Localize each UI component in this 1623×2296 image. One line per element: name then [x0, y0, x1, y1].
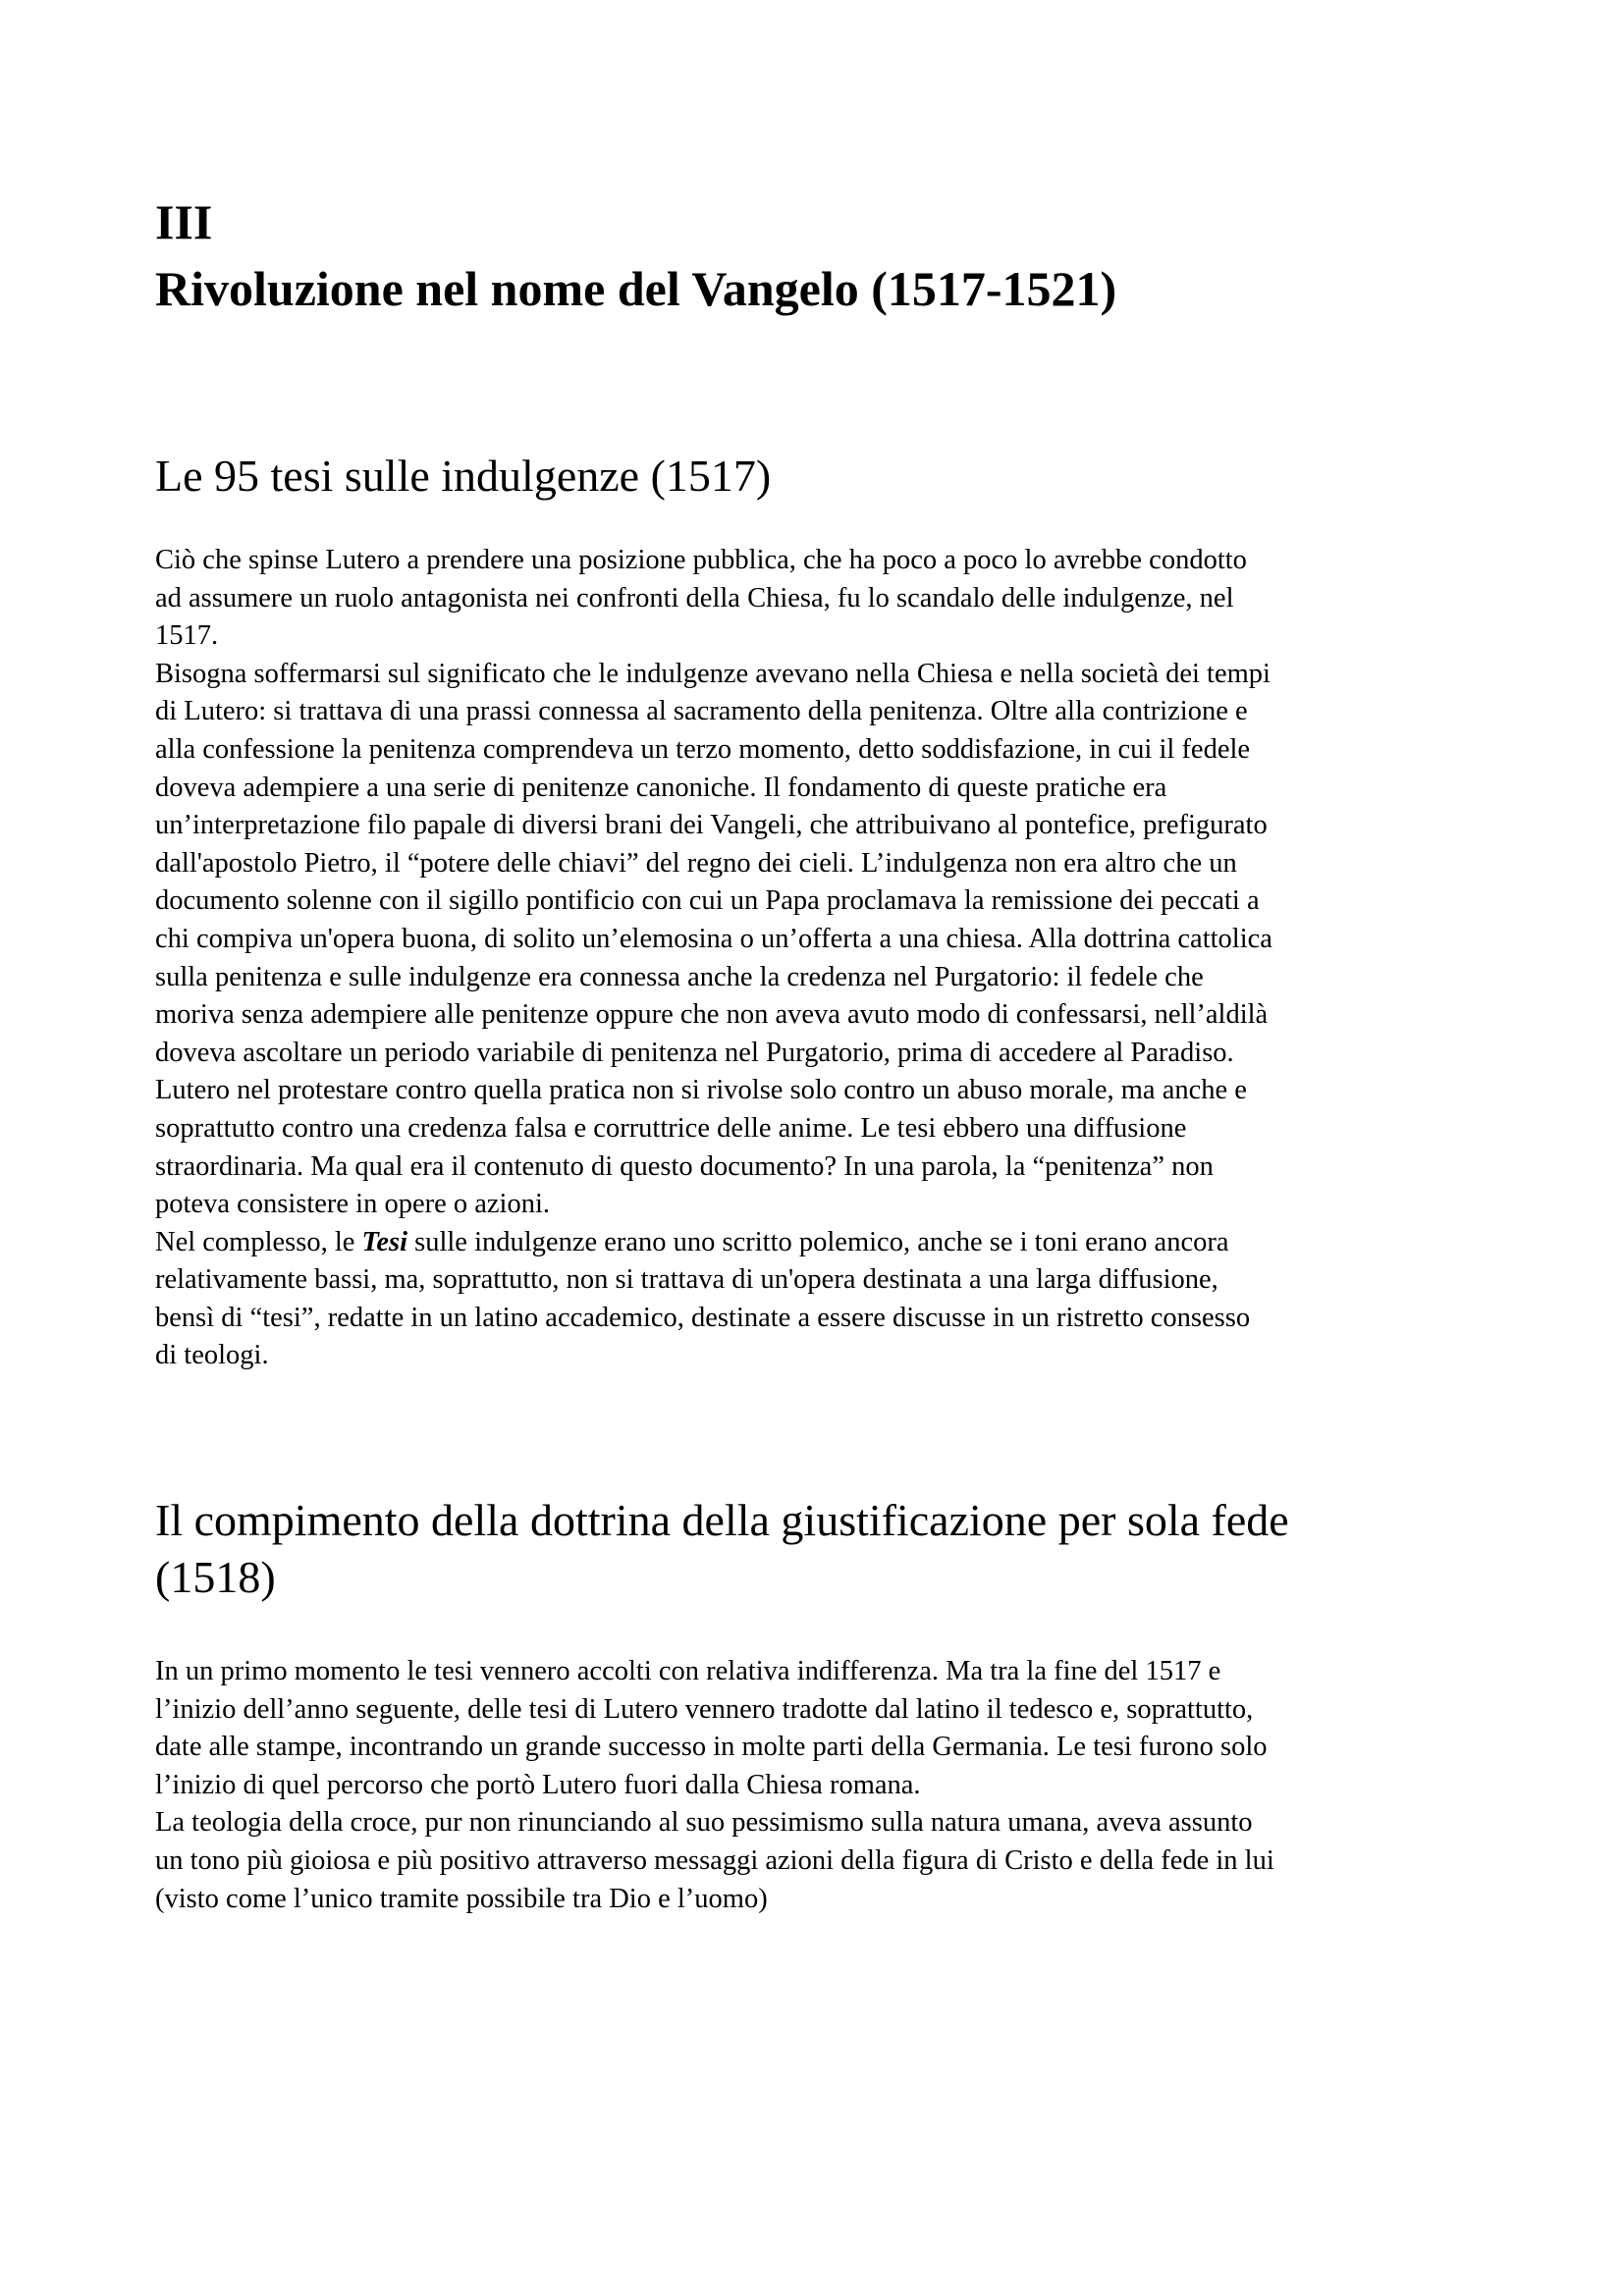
paragraph	[155, 542, 1471, 656]
chapter-title: Rivoluzione nel nome del Vangelo (1517-1521)	[155, 261, 1117, 316]
text-line: 1517.	[155, 620, 219, 652]
text-line	[155, 1224, 1471, 1262]
text-line: l’inizio di quel percorso che portò Lutero fuori dalla Chiesa romana.	[155, 1769, 921, 1800]
text-line: bensì di “tesi”, redatte in un latino accademico, destinate a essere discusse in un ristretto consesso	[155, 1302, 1251, 1333]
text-line: In un primo momento le tesi vennero accolti con relativa indifferenza. Ma tra la fine del 1517 e	[155, 1656, 1221, 1686]
tesi-emphasis: Tesi	[361, 1226, 407, 1257]
text-line: relativamente bassi, ma, soprattutto, non si trattava di un'opera destinata a una larga diffusione,	[155, 1264, 1218, 1296]
text-line: Lutero nel protestare contro quella pratica non si rivolse solo contro un abuso morale, ma anche e	[155, 1075, 1247, 1106]
text-line: La teologia della croce, pur non rinunciando al suo pessimismo sulla natura umana, aveva assunto	[155, 1807, 1253, 1839]
section-body-giustificazione	[155, 1653, 1471, 1918]
text-line: di teologi.	[155, 1340, 269, 1371]
text-line: Bisogna soffermarsi sul significato che le indulgenze avevano nella Chiesa e nella società dei tempi	[155, 658, 1271, 689]
section-heading-giustificazione	[155, 1492, 1471, 1606]
paragraph	[155, 656, 1471, 1224]
text-line: alla confessione la penitenza comprendeva un terzo momento, detto soddisfazione, in cui il fedele	[155, 733, 1251, 765]
paragraph	[155, 1804, 1471, 1918]
text-line: moriva senza adempiere alle penitenze oppure che non aveva avuto modo di confessarsi, nell’aldilà	[155, 999, 1269, 1031]
text-line: sulla penitenza e sulle indulgenze era connessa anche la credenza nel Purgatorio: il fedele che	[155, 961, 1204, 992]
text-line: doveva adempiere a una serie di penitenze canoniche. Il fondamento di queste pratiche era	[155, 772, 1167, 803]
text-line: date alle stampe, incontrando un grande successo in molte parti della Germania. Le tesi furono solo	[155, 1732, 1268, 1763]
text-line: (visto come l’unico tramite possibile tra Dio e l’uomo)	[155, 1883, 768, 1914]
text-line: chi compiva un'opera buona, di solito un’elemosina o un’offerta a una chiesa. Alla dottrina cattolica	[155, 923, 1272, 954]
text-line: doveva ascoltare un periodo variabile di penitenza nel Purgatorio, prima di accedere al Paradiso.	[155, 1037, 1234, 1068]
text-line: straordinaria. Ma qual era il contenuto di questo documento? In una parola, la “penitenza” non	[155, 1150, 1214, 1182]
text-run: sulle indulgenze erano uno scritto polemico, anche se i toni erano ancora	[407, 1226, 1229, 1257]
chapter-number: III	[155, 194, 213, 249]
text-line: un’interpretazione filo papale di diversi brani dei Vangeli, che attribuivano al pontefice, prefigurato	[155, 810, 1268, 841]
text-line: documento solenne con il sigillo pontificio con cui un Papa proclamava la remissione dei peccati a	[155, 885, 1260, 917]
text-line: dall'apostolo Pietro, il “potere delle chiavi” del regno dei cieli. L’indulgenza non era altro che un	[155, 847, 1237, 879]
section-body-indulgenze	[155, 542, 1471, 1375]
text-line: un tono più gioiosa e più positivo attraverso messaggi azioni della figura di Cristo e della fede in lui	[155, 1844, 1274, 1876]
text-line: l’inizio dell’anno seguente, delle tesi di Lutero vennero tradotte dal latino il tedesco e, soprattutto,	[155, 1693, 1254, 1725]
text-line: Ciò che spinse Lutero a prendere una posizione pubblica, che ha poco a poco lo avrebbe condotto	[155, 545, 1247, 575]
paragraph	[155, 1224, 1471, 1375]
heading-line: Il compimento della dottrina della giustificazione per sola fede	[155, 1495, 1289, 1545]
section-heading-indulgenze: Le 95 tesi sulle indulgenze (1517)	[155, 451, 772, 501]
text-line: ad assumere un ruolo antagonista nei confronti della Chiesa, fu lo scandalo delle indulgenze, nel	[155, 582, 1234, 614]
text-line: poteva consistere in opere o azioni.	[155, 1189, 551, 1220]
text-line: soprattutto contro una credenza falsa e corruttrice delle anime. Le tesi ebbero una diffusione	[155, 1112, 1187, 1144]
text-run: Nel complesso, le	[155, 1226, 362, 1257]
paragraph	[155, 1653, 1471, 1804]
text-line: di Lutero: si trattava di una prassi connessa al sacramento della penitenza. Oltre alla contrizione e	[155, 696, 1248, 727]
heading-line: (1518)	[155, 1552, 276, 1602]
